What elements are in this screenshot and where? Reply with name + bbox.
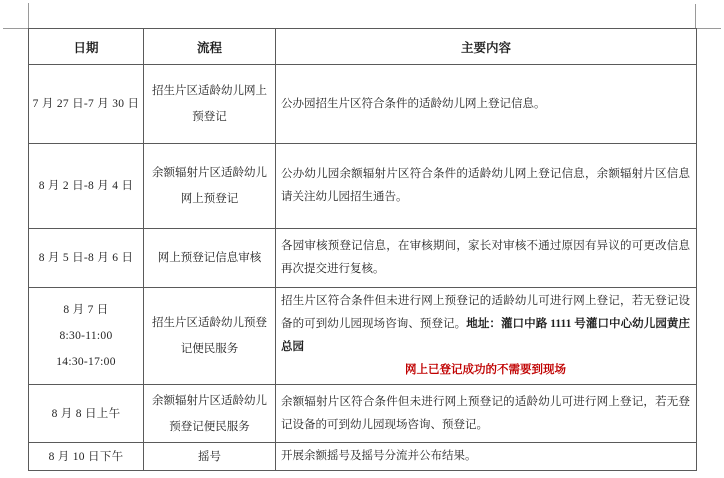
guide-line-top-right-horizontal	[697, 28, 721, 29]
header-row	[29, 29, 697, 65]
table-row	[29, 229, 697, 288]
guide-line-top-left-vertical	[28, 3, 29, 28]
date-line: 8:30-11:00	[59, 330, 113, 342]
process-cell: 招生片区适龄幼儿预登记便民服务	[144, 288, 276, 385]
date-cell: 8 月 8 日上午	[29, 385, 144, 443]
onsite-not-needed-notice: 网上已登记成功的不需要到现场	[405, 364, 566, 376]
process-cell: 网上预登记信息审核	[144, 229, 276, 288]
table-row	[29, 65, 697, 144]
content-cell: 公办园招生片区符合条件的适龄幼儿网上登记信息。	[276, 65, 697, 144]
content-text	[281, 290, 690, 359]
date-cell: 7 月 27 日-7 月 30 日	[29, 65, 144, 144]
date-line: 14:30-17:00	[56, 356, 116, 368]
content-cell: 开展余额摇号及摇号分流并公布结果。	[276, 443, 697, 471]
table-row	[29, 443, 697, 471]
content-cell: 公办幼儿园余额辐射片区符合条件的适龄幼儿网上登记信息，余额辐射片区信息请关注幼儿园招生通告。	[276, 144, 697, 229]
column-header-content: 主要内容	[276, 29, 697, 65]
process-cell: 招生片区适龄幼儿网上预登记	[144, 65, 276, 144]
date-cell: 8 月 2 日-8 月 4 日	[29, 144, 144, 229]
content-cell: 余额辐射片区符合条件但未进行网上预登记的适龄幼儿可进行网上登记，若无登记设备的可到幼儿园现场咨询、预登记。	[276, 385, 697, 443]
column-header-date: 日期	[29, 29, 144, 65]
process-cell: 余额辐射片区适龄幼儿网上预登记	[144, 144, 276, 229]
guide-line-top-right-vertical	[695, 4, 696, 28]
content-cell	[276, 288, 697, 385]
address-text: 地址：灌口中路 1111 号灌口中心幼儿园黄庄总园	[281, 318, 690, 353]
schedule-table	[28, 28, 697, 471]
content-cell: 各园审核预登记信息，在审核期间，家长对审核不通过原因有异议的可更改信息再次提交进行复核。	[276, 229, 697, 288]
date-cell: 8 月 10 日下午	[29, 443, 144, 471]
guide-line-top-left-horizontal	[3, 28, 28, 29]
content-body: 招生片区符合条件但未进行网上预登记的适龄幼儿可进行网上登记，若无登记设备的可到幼儿园现场咨询、预登记。	[281, 295, 690, 330]
process-cell: 余额辐射片区适龄幼儿预登记便民服务	[144, 385, 276, 443]
table-row	[29, 288, 697, 385]
column-header-process: 流程	[144, 29, 276, 65]
table-row	[29, 144, 697, 229]
table-row	[29, 385, 697, 443]
date-line: 8 月 7 日	[63, 304, 109, 316]
date-cell: 8 月 5 日-8 月 6 日	[29, 229, 144, 288]
date-cell	[29, 288, 144, 385]
process-cell: 摇号	[144, 443, 276, 471]
